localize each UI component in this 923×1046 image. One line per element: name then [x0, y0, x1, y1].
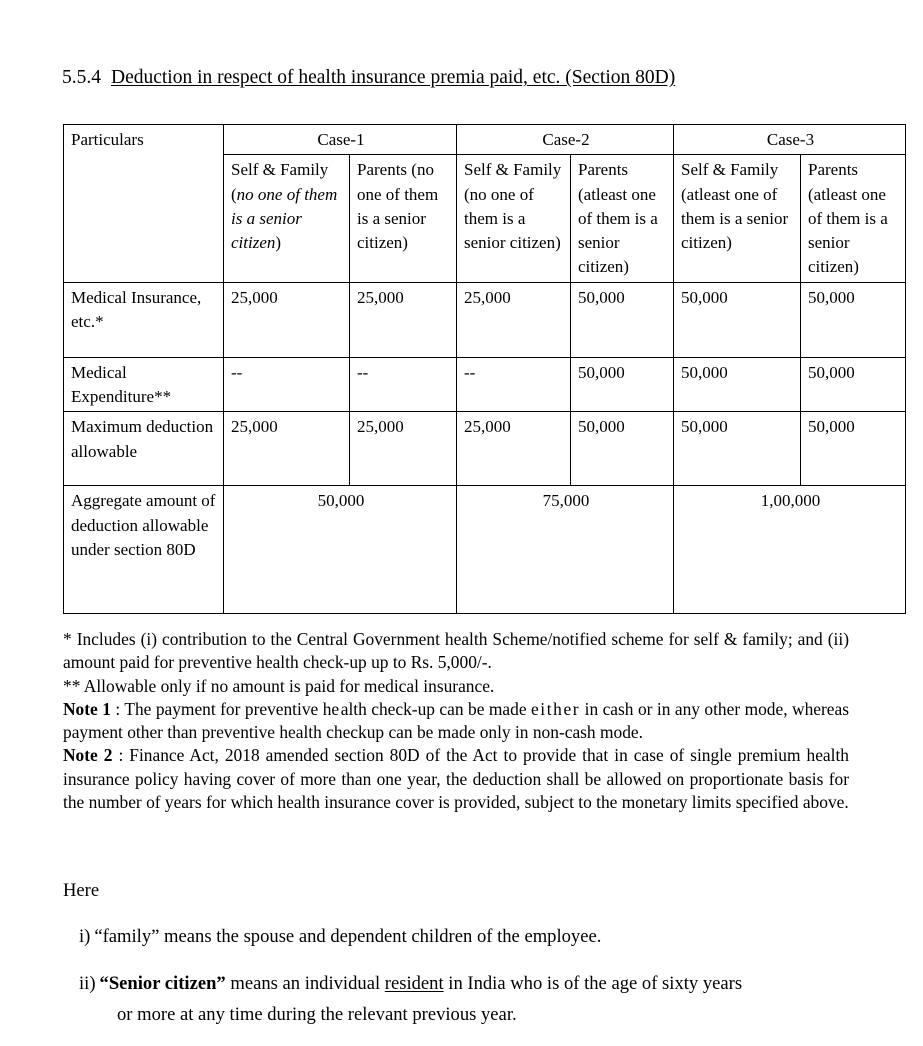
- subheader-case1-parents: Parents (no one of them is a senior citizen): [350, 155, 457, 282]
- note-1-text-part2: alth check-up can be made: [340, 698, 531, 719]
- header-case-3: Case-3: [674, 125, 906, 155]
- definitions-list: [63, 921, 863, 1030]
- cell-medical-expenditure-4: 50,000: [674, 357, 801, 412]
- section-title: Deduction in respect of health insurance premia paid, etc. (Section 80D): [111, 67, 676, 88]
- header-case-2: Case-2: [457, 125, 674, 155]
- header-case-1: Case-1: [224, 125, 457, 155]
- cell-aggregate-case1: 50,000: [224, 486, 457, 614]
- cell-medical-expenditure-5: 50,000: [801, 357, 906, 412]
- note-1-label: Note 1: [63, 698, 111, 719]
- footnote-single-star: * Includes (i) contribution to the Central Government health Scheme/notified scheme for self & family; and (ii) amount paid for preventive health check-up up to Rs. 5,000/-.: [63, 629, 849, 673]
- cell-maximum-deduction-5: 50,000: [801, 412, 906, 486]
- cell-maximum-deduction-4: 50,000: [674, 412, 801, 486]
- subheader-case2-self-family: Self & Family (no one of them is a senior citizen): [457, 155, 571, 282]
- deduction-table-wrapper: [63, 124, 905, 614]
- definition-underlined-resident: resident: [384, 973, 444, 994]
- cell-maximum-deduction-1: 25,000: [350, 412, 457, 486]
- cell-medical-insurance-5: 50,000: [801, 282, 906, 357]
- definition-text-family: “family” means the spouse and dependent children of the employee.: [94, 926, 602, 947]
- subheader-case3-self-family: Self & Family (atleast one of them is a senior citizen): [674, 155, 801, 282]
- cell-medical-expenditure-0: --: [224, 357, 350, 412]
- cell-medical-expenditure-3: 50,000: [571, 357, 674, 412]
- definition-text-continuation: or more at any time during the relevant previous year.: [117, 1004, 517, 1025]
- list-item: [63, 968, 863, 1030]
- cell-medical-insurance-3: 50,000: [571, 282, 674, 357]
- definition-text-before: means an individual: [225, 973, 385, 994]
- definition-term-senior-citizen: “Senior citizen”: [99, 973, 226, 994]
- cell-medical-insurance-4: 50,000: [674, 282, 801, 357]
- note-2: [63, 744, 849, 814]
- note-2-text: : Finance Act, 2018 amended section 80D of the Act to provide that in case of single premium health insurance policy having cover of more than one year, the deduction shall be allowed on proportionate basis for the number of years for which health insurance cover is provided, subject to the monetary limits specified above.: [63, 745, 850, 813]
- footnote-double-star: ** Allowable only if no amount is paid for medical insurance.: [63, 675, 495, 696]
- row-label-maximum-deduction: Maximum deduction allowable: [64, 412, 224, 486]
- section-number: 5.5.4: [62, 67, 101, 88]
- cell-medical-expenditure-2: --: [457, 357, 571, 412]
- deduction-table: [63, 124, 906, 614]
- table-header-row-cases: [64, 125, 906, 155]
- section-heading: [62, 66, 862, 90]
- cell-medical-insurance-2: 25,000: [457, 282, 571, 357]
- list-item: [63, 921, 863, 952]
- row-label-medical-insurance: Medical Insurance, etc.*: [64, 282, 224, 357]
- cell-maximum-deduction-0: 25,000: [224, 412, 350, 486]
- definition-marker-ii: ii): [79, 973, 96, 994]
- subheader-case2-parents: Parents (atleast one of them is a senior citizen): [571, 155, 674, 282]
- note-1: [63, 698, 849, 745]
- cell-aggregate-case2: 75,000: [457, 486, 674, 614]
- row-label-medical-expenditure: Medical Expenditure**: [64, 357, 224, 412]
- note-1-text-part3: in cash or in any other mode, whereas payment other than preventive health checkup can be made only in non-cash mode.: [63, 698, 849, 743]
- cell-aggregate-case3: 1,00,000: [674, 486, 906, 614]
- table-row-aggregate: [64, 486, 906, 614]
- cell-medical-insurance-1: 25,000: [350, 282, 457, 357]
- note-2-label: Note 2: [63, 745, 113, 766]
- note-1-text-part1: : The payment for preventive h: [110, 698, 332, 719]
- cell-maximum-deduction-2: 25,000: [457, 412, 571, 486]
- row-label-aggregate: Aggregate amount of deduction allowable under section 80D: [64, 486, 224, 614]
- definition-marker-i: i): [79, 926, 91, 947]
- table-row: [64, 412, 906, 486]
- note-1-spaced-either: either: [530, 698, 581, 719]
- here-label: Here: [63, 880, 100, 901]
- subheader-case3-parents: Parents (atleast one of them is a senior citizen): [801, 155, 906, 282]
- cell-medical-insurance-0: 25,000: [224, 282, 350, 357]
- table-row: [64, 282, 906, 357]
- subheader-case1-self-family: Self & Family (no one of them is a senior citizen): [224, 155, 350, 282]
- footnotes: [63, 628, 849, 814]
- table-row: [64, 357, 906, 412]
- note-1-spaced-e: e: [331, 698, 341, 719]
- definitions-section: [63, 879, 863, 1046]
- cell-medical-expenditure-1: --: [350, 357, 457, 412]
- definition-text-after: in India who is of the age of sixty years: [443, 973, 743, 994]
- header-particulars: Particulars: [64, 125, 224, 283]
- cell-maximum-deduction-3: 50,000: [571, 412, 674, 486]
